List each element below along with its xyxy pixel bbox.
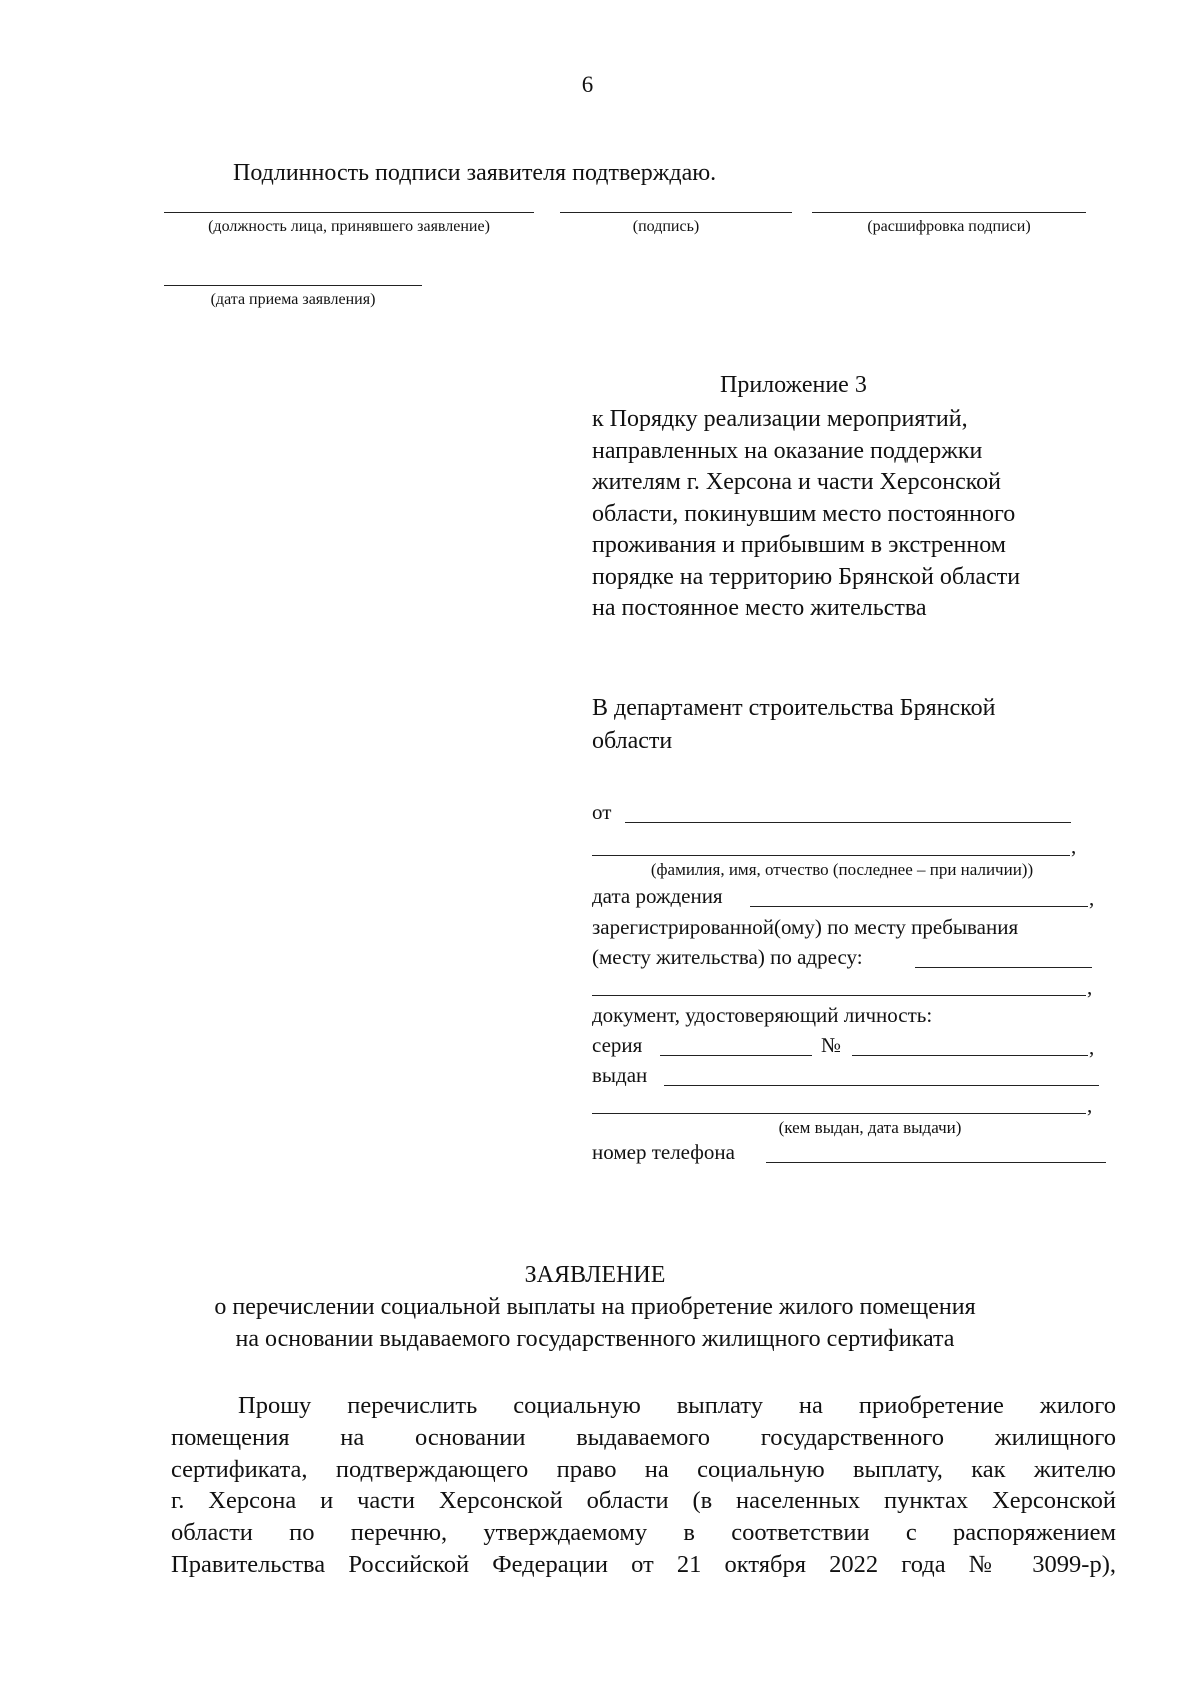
appendix-line: жителям г. Херсона и части Херсонской xyxy=(592,469,1002,495)
date-caption: (дата приема заявления) xyxy=(210,291,376,308)
statement-body-line: области по перечню, утверждаемому в соответствии с распоряжением xyxy=(171,1519,1116,1547)
series-label: серия xyxy=(592,1033,643,1057)
issued-by-field-line-2[interactable] xyxy=(592,1113,1086,1114)
birth-date-field-line[interactable] xyxy=(750,906,1088,907)
signature-line[interactable] xyxy=(560,212,792,213)
birth-date-label: дата рождения xyxy=(592,884,723,908)
appendix-title: Приложение 3 xyxy=(720,372,867,398)
addressee-line: области xyxy=(592,728,673,754)
appendix-line: направленных на оказание поддержки xyxy=(592,437,983,464)
statement-title: ЗАЯВЛЕНИЕ xyxy=(524,1262,666,1288)
appendix-line: порядке на территорию Брянской области xyxy=(592,563,1021,590)
issued-by-field-line[interactable] xyxy=(664,1085,1099,1086)
addressee-line: В департамент строительства Брянской xyxy=(592,695,996,721)
number-field-line[interactable] xyxy=(852,1055,1088,1056)
address-field-line[interactable] xyxy=(915,967,1092,968)
number-comma: , xyxy=(1089,1035,1095,1059)
date-line[interactable] xyxy=(164,285,422,286)
address-field-line-2[interactable] xyxy=(592,995,1086,996)
statement-body xyxy=(171,1390,1116,1581)
statement-body-line: Правительства Российской Федерации от 21 октября 2022 года № 3099-р), xyxy=(171,1550,1116,1578)
registration-label-line1: зарегистрированной(ому) по месту пребывания xyxy=(592,915,1019,939)
fio-comma: , xyxy=(1071,834,1077,858)
phone-label: номер телефона xyxy=(592,1140,735,1164)
issued-by-caption: (кем выдан, дата выдачи) xyxy=(778,1118,962,1137)
appendix-line: проживания и прибывшим в экстренном xyxy=(592,532,1006,558)
statement-subtitle-line: на основании выдаваемого государственного жилищного сертификата xyxy=(235,1326,955,1352)
appendix-text xyxy=(592,404,1020,625)
signature-caption: (подпись) xyxy=(632,218,700,235)
page-number: 6 xyxy=(581,72,594,97)
position-caption: (должность лица, принявшего заявление) xyxy=(208,218,490,235)
from-field-line[interactable] xyxy=(625,822,1071,823)
statement-body-line: помещения на основании выдаваемого государственного жилищного xyxy=(171,1423,1116,1451)
phone-field-line[interactable] xyxy=(766,1162,1106,1163)
address-comma: , xyxy=(1087,975,1093,999)
appendix-line: на постоянное место жительства xyxy=(592,595,927,621)
statement-body-line: г. Херсона и части Херсонской области (в населенных пунктах Херсонской xyxy=(171,1487,1116,1515)
addressee xyxy=(592,692,995,758)
number-label: № xyxy=(821,1033,842,1057)
position-signature-line[interactable] xyxy=(164,212,534,213)
fio-caption: (фамилия, имя, отчество (последнее – при наличии)) xyxy=(650,860,1034,879)
series-field-line[interactable] xyxy=(660,1055,812,1056)
decoding-caption: (расшифровка подписи) xyxy=(867,218,1031,235)
issued-by-comma: , xyxy=(1087,1093,1093,1117)
from-label: от xyxy=(592,800,612,824)
statement-body-line: Прошу перечислить социальную выплату на приобретение жилого xyxy=(238,1392,1116,1419)
signature-confirmation-text: Подлинность подписи заявителя подтверждаю. xyxy=(233,160,717,186)
issued-by-label: выдан xyxy=(592,1063,648,1087)
fio-field-line[interactable] xyxy=(592,855,1070,856)
appendix-line: к Порядку реализации мероприятий, xyxy=(592,406,968,432)
statement-body-line: сертификата, подтверждающего право на социальную выплату, как жителю xyxy=(171,1455,1116,1483)
appendix-line: области, покинувшим место постоянного xyxy=(592,500,1016,527)
statement-subtitle-line: о перечислении социальной выплаты на приобретение жилого помещения xyxy=(214,1294,976,1320)
registration-label-line2: (месту жительства) по адресу: xyxy=(592,945,863,969)
birth-date-comma: , xyxy=(1089,886,1095,910)
signature-decoding-line[interactable] xyxy=(812,212,1086,213)
identity-document-label: документ, удостоверяющий личность: xyxy=(592,1003,933,1027)
